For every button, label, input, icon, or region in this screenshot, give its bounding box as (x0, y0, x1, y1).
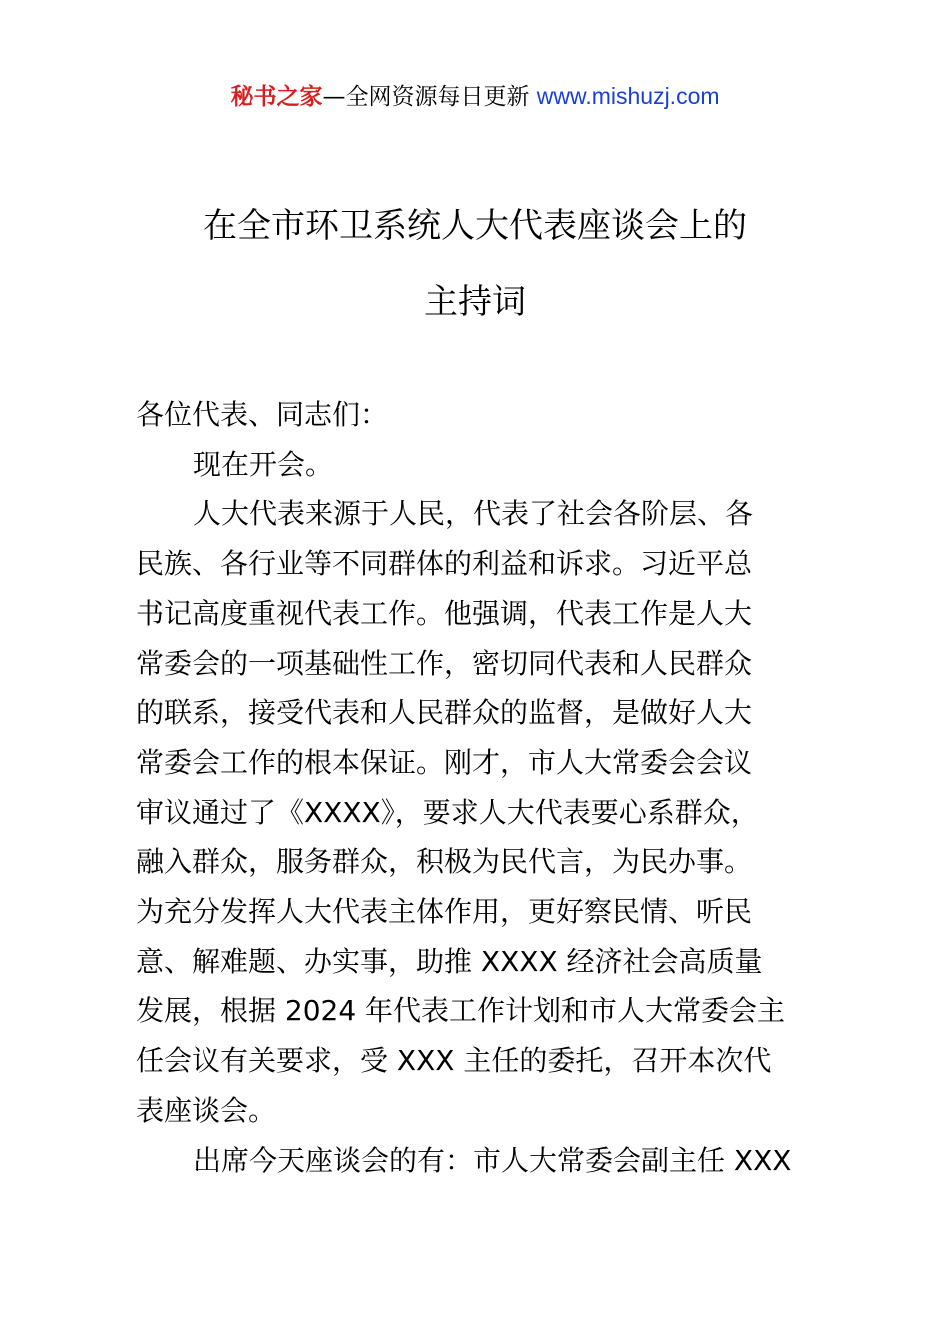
paragraph-1-line: 常委会的一项基础性工作，密切同代表和人民群众 (136, 646, 753, 680)
site-tagline: —全网资源每日更新 (322, 84, 530, 110)
site-header (0, 80, 950, 113)
opening-line: 现在开会。 (193, 447, 334, 481)
paragraph-1-line: 任会议有关要求，受 XXX 主任的委托，召开本次代 (136, 1044, 772, 1078)
document-title-line-1: 在全市环卫系统人大代表座谈会上的 (203, 206, 747, 246)
paragraph-1-line: 的联系，接受代表和人民群众的监督，是做好人大 (136, 696, 753, 730)
paragraph-1-line: 表座谈会。 (136, 1093, 277, 1127)
paragraph-1-line: 常委会工作的根本保证。刚才，市人大常委会会议 (136, 745, 753, 779)
salutation: 各位代表、同志们： (136, 398, 389, 431)
site-url-link[interactable]: www.mishuzj.com (536, 83, 720, 109)
document-title-line-2: 主持词 (424, 282, 526, 322)
paragraph-1-line: 审议通过了《XXXX》，要求人大代表要心系群众， (136, 795, 759, 829)
paragraph-1-line: 为充分发挥人大代表主体作用，更好察民情、听民 (136, 895, 753, 929)
document-body (136, 390, 826, 1185)
paragraph-1-line: 人大代表来源于人民，代表了社会各阶层、各 (193, 497, 754, 531)
paragraph-1-line: 民族、各行业等不同群体的利益和诉求。习近平总 (136, 547, 753, 581)
paragraph-1-line: 发展，根据 2024 年代表工作计划和市人大常委会主 (136, 994, 786, 1028)
paragraph-1-line: 书记高度重视代表工作。他强调，代表工作是人大 (136, 596, 753, 630)
site-brand: 秘书之家 (230, 84, 323, 110)
paragraph-2-line: 出席今天座谈会的有：市人大常委会副主任 XXX (193, 1143, 792, 1177)
paragraph-1-line: 意、解难题、办实事，助推 XXXX 经济社会高质量 (136, 944, 763, 978)
paragraph-1-line: 融入群众，服务群众，积极为民代言，为民办事。 (136, 845, 753, 879)
